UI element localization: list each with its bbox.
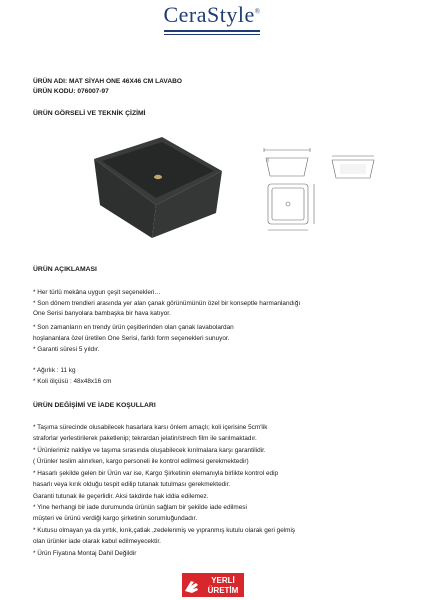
brand-logo xyxy=(0,2,424,35)
spec-weight: * Ağırlık : 11 kg xyxy=(33,367,76,374)
return-line: hasarlı veya kırık olduğu tespit edilip tutanak tutulması gerekmektedir. xyxy=(33,481,231,488)
return-line: * Ürün Fiyatına Montaj Dahil Değildir xyxy=(33,550,137,557)
description-section-title: ÜRÜN AÇIKLAMASI xyxy=(33,266,97,273)
logo-underline xyxy=(164,30,260,32)
return-line: Garanti tutunak ile geçerlidir. Aksi takdirde hak iddia edilemez. xyxy=(33,493,209,500)
description-line: * Garanti süresi 5 yıldır. xyxy=(33,346,100,353)
drain-icon xyxy=(154,175,162,179)
badge-line-2: ÜRETİM xyxy=(207,586,239,595)
return-line: * Hasarlı şekilde gelen bir Ürün var ise, Kargo Şirketinin elemanıyla birlikte kontrol edip xyxy=(33,470,279,477)
return-line: straforlar yerlestirilerek paketlenip; tekrardan jelatin/strech film ile sarılmaktadır. xyxy=(33,435,257,442)
logo-underline-thin xyxy=(164,34,260,35)
return-line: * Kutusu olmayan ya da yırtık, kırık,çatlak ,zedelenmiş ve yıpranmış kutulu olarak geri gelmiş xyxy=(33,527,296,534)
return-section-title: ÜRÜN DEĞİŞİMİ VE İADE KOŞULLARI xyxy=(33,402,156,409)
badge-line-1: YERLİ xyxy=(211,576,235,585)
return-line: ( Ürünler teslim alınırken, kargo personeli ile kontrol edilmesi gerekmektedir) xyxy=(33,458,249,465)
description-line: * Son zamanların en trendy ürün çeşitlerinden olan çanak lavabolardan xyxy=(33,324,234,331)
domestic-production-badge xyxy=(182,573,244,597)
registered-mark: ® xyxy=(254,7,261,16)
return-line: müşteri ve ürünü verdiği kargo şirketinin sorumluğundadır. xyxy=(33,515,198,522)
return-line: * Ürünlerimiz nakliye ve taşıma sırasında oluşabilecek kırılmalara karşı garantilidir. xyxy=(33,447,266,454)
return-line: * Yine herhangi bir iade durumunda ürünün sağlam bir şekilde iade edilmesi xyxy=(33,504,247,511)
sink-product-image xyxy=(82,125,232,245)
description-line: One Serisi banyolara bambaşka bir hava katıyor. xyxy=(33,310,171,317)
technical-drawing xyxy=(262,146,382,236)
spec-box-size: * Koli ölçüsü : 48x48x16 cm xyxy=(33,378,112,385)
product-code: ÜRÜN KODU: 076007-97 xyxy=(33,88,109,95)
description-line: hoşlananlara özel üretilen One Serisi, farklı form seçenekleri sunuyor. xyxy=(33,335,230,342)
product-name: ÜRÜN ADI: MAT SİYAH ONE 46X46 CM LAVABO xyxy=(33,78,182,85)
description-line: * Her türlü mekâna uygun çeşit seçenekleri… xyxy=(33,289,161,296)
return-line: olan ürünler iade olarak kabul edilmeyecektir. xyxy=(33,538,161,545)
brand-name: CeraStyle xyxy=(163,2,255,27)
visual-section-title: ÜRÜN GÖRSELİ VE TEKNİK ÇİZİMİ xyxy=(33,110,146,117)
description-line: * Son dönem trendleri arasında yer alan çanak görünümünün özel bir konseptle harmanlandığı xyxy=(33,300,301,307)
return-line: * Taşıma sürecinde olusabilecek hasarlara karsı önlem amaçlı; koli içerisine 5cm'lik xyxy=(33,424,268,431)
